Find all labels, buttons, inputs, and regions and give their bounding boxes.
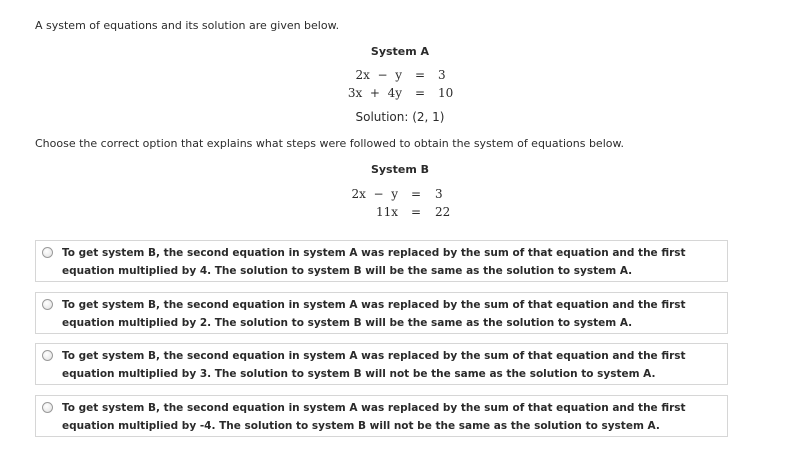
option-text: To get system B, the second equation in system A was replaced by the sum of that equation and the first equation multiplied by -4. The solution to system B will not be the same as the solution to system A. <box>62 402 686 432</box>
system-a-title: System A <box>370 45 430 58</box>
equation-rhs: 10 <box>438 86 454 100</box>
radio-button[interactable] <box>42 350 53 361</box>
equation-equals: = <box>410 205 422 219</box>
radio-button[interactable] <box>42 402 53 413</box>
equation-equals: = <box>414 86 426 100</box>
equation-lhs: 11x <box>375 205 398 219</box>
answer-option-3[interactable] <box>35 343 728 385</box>
radio-button[interactable] <box>42 299 53 310</box>
option-text: To get system B, the second equation in system A was replaced by the sum of that equation and the first equation multiplied by 3. The solution to system B will not be the same as the solution to system A. <box>62 350 686 380</box>
equation-equals: = <box>414 68 426 82</box>
option-text: To get system B, the second equation in system A was replaced by the sum of that equation and the first equation multiplied by 4. The solution to system B will be the same as the solution to system A. <box>62 247 686 277</box>
system-a-equation-2 <box>330 84 470 102</box>
equation-rhs: 22 <box>435 205 451 219</box>
system-b-title: System B <box>370 163 430 176</box>
option-text: To get system B, the second equation in system A was replaced by the sum of that equation and the first equation multiplied by 2. The solution to system B will be the same as the solution to system A. <box>62 299 686 329</box>
equation-equals: = <box>410 187 422 201</box>
system-a-solution: Solution: (2, 1) <box>355 110 445 124</box>
equation-lhs: 3x + 4y <box>347 86 402 100</box>
equation-lhs: 2x − y <box>355 68 402 82</box>
answer-option-4[interactable] <box>35 395 728 437</box>
system-b-equation-1 <box>330 185 470 203</box>
system-b-equation-2 <box>330 203 470 221</box>
system-a-equation-1 <box>330 66 470 84</box>
equation-lhs: 2x − y <box>351 187 398 201</box>
answer-option-2[interactable] <box>35 292 728 334</box>
intro-text: A system of equations and its solution are given below. <box>35 19 340 32</box>
equation-rhs: 3 <box>435 187 443 201</box>
radio-button[interactable] <box>42 247 53 258</box>
answer-option-1[interactable] <box>35 240 728 282</box>
equation-rhs: 3 <box>438 68 446 82</box>
prompt-text: Choose the correct option that explains what steps were followed to obtain the system of equations below. <box>35 137 624 150</box>
